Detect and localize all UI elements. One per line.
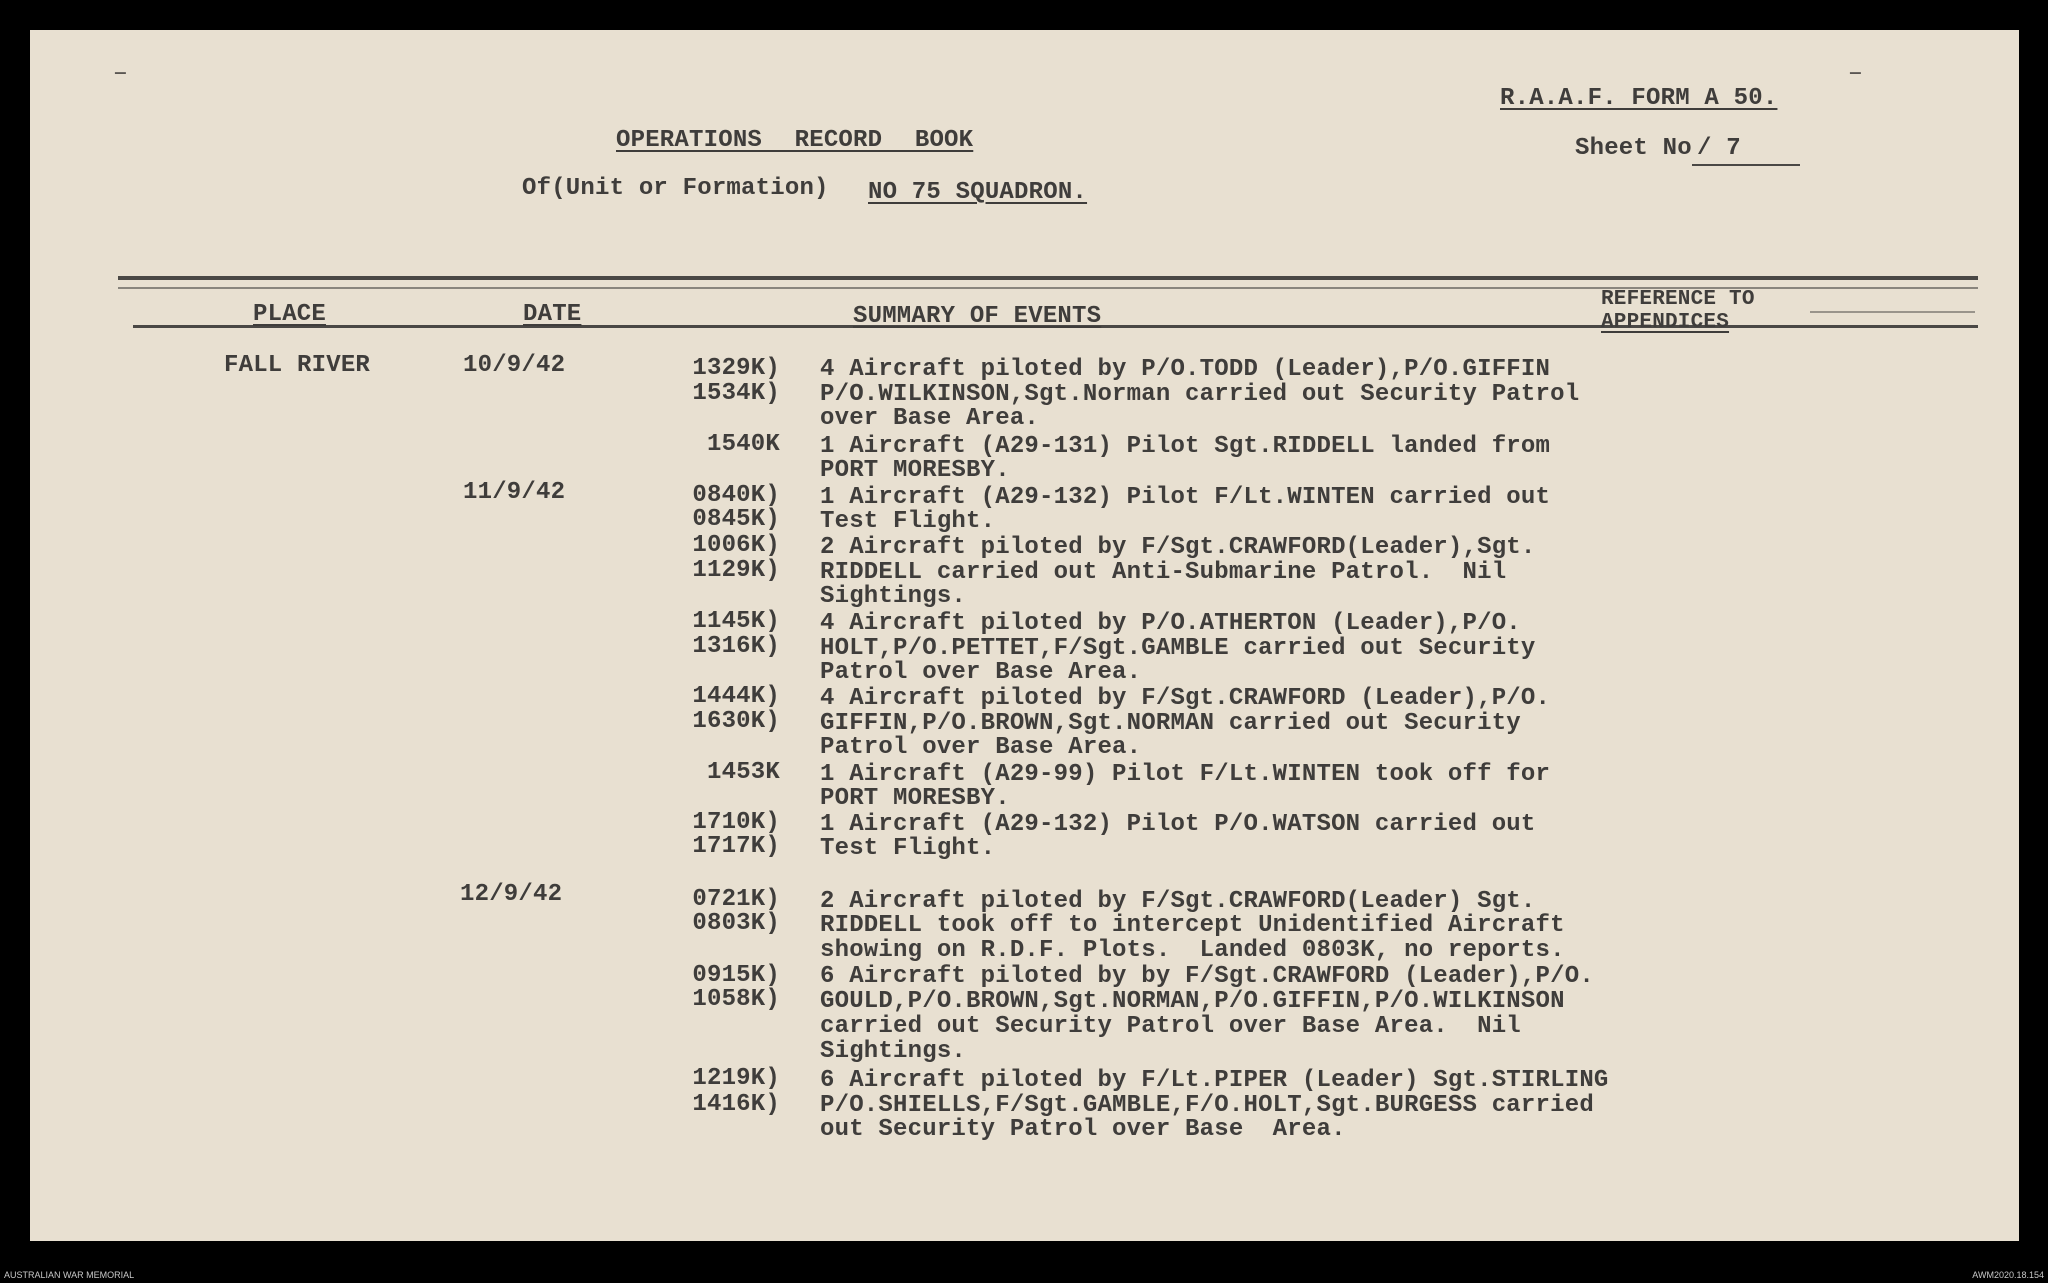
summary-line: 1 Aircraft (A29-131) Pilot Sgt.RIDDELL landed from: [820, 433, 1551, 460]
form-id: R.A.A.F. FORM A 50.: [1500, 85, 1778, 112]
summary-line: 6 Aircraft piloted by F/Lt.PIPER (Leader) Sgt.STIRLING: [820, 1067, 1609, 1094]
sheet-label: Sheet No: [1575, 135, 1692, 162]
time-cell: 1416K): [692, 1091, 780, 1118]
document-title: OPERATIONS RECORD BOOK: [616, 127, 974, 154]
time-cell: 1630K): [692, 708, 780, 735]
time-cell: 0915K): [692, 962, 780, 989]
table-top-rule: [118, 276, 1978, 280]
summary-line: over Base Area.: [820, 405, 1040, 432]
time-cell: 1717K): [692, 833, 780, 860]
summary-line: Sightings.: [820, 1038, 967, 1065]
summary-line: 6 Aircraft piloted by by F/Sgt.CRAWFORD (Leader),P/O.: [820, 963, 1594, 990]
time-cell: 1145K): [692, 608, 780, 635]
column-header-summary: SUMMARY OF EVENTS: [853, 303, 1102, 330]
summary-line: Sightings.: [820, 583, 967, 610]
sheet-number-underline: [1692, 164, 1800, 166]
summary-line: GOULD,P/O.BROWN,Sgt.NORMAN,P/O.GIFFIN,P/O.WILKINSON: [820, 988, 1565, 1015]
summary-line: Test Flight.: [820, 508, 996, 535]
unit-label: Of(Unit or Formation): [522, 175, 829, 202]
column-header-date: DATE: [523, 301, 582, 328]
summary-line: carried out Security Patrol over Base Area. Nil: [820, 1013, 1521, 1040]
summary-line: Test Flight.: [820, 835, 996, 862]
summary-line: 2 Aircraft piloted by F/Sgt.CRAWFORD(Leader) Sgt.: [820, 888, 1536, 915]
column-header-place: PLACE: [253, 301, 327, 328]
punch-mark-left: —: [115, 64, 126, 84]
time-cell: 1540K: [706, 431, 780, 458]
summary-line: 2 Aircraft piloted by F/Sgt.CRAWFORD(Leader),Sgt.: [820, 534, 1536, 561]
time-cell: 1006K): [692, 532, 780, 559]
summary-line: HOLT,P/O.PETTET,F/Sgt.GAMBLE carried out Security: [820, 635, 1536, 662]
column-header-appendices: APPENDICES: [1601, 311, 1730, 334]
summary-line: out Security Patrol over Base Area.: [820, 1116, 1346, 1143]
summary-line: 4 Aircraft piloted by P/O.ATHERTON (Leader),P/O.: [820, 610, 1521, 637]
time-cell: 0721K): [692, 886, 780, 913]
time-cell: 1129K): [692, 557, 780, 584]
punch-mark-right: —: [1850, 64, 1861, 84]
time-cell: 1534K): [692, 380, 780, 407]
archive-credit: AUSTRALIAN WAR MEMORIAL: [4, 1270, 135, 1280]
summary-line: RIDDELL took off to intercept Unidentified Aircraft: [820, 912, 1565, 939]
time-cell: 1710K): [692, 809, 780, 836]
column-header-reference: REFERENCE TO: [1601, 288, 1755, 311]
date-cell: 10/9/42: [463, 352, 566, 379]
place-cell: FALL RIVER: [224, 352, 371, 379]
table-header-rule-2: [1810, 311, 1975, 313]
time-cell: 1316K): [692, 633, 780, 660]
time-cell: 0845K): [692, 506, 780, 533]
time-cell: 0803K): [692, 910, 780, 937]
summary-line: 1 Aircraft (A29-99) Pilot F/Lt.WINTEN took off for: [820, 761, 1551, 788]
catalogue-number: AWM2020.18.154: [1972, 1270, 2044, 1280]
summary-line: 1 Aircraft (A29-132) Pilot P/O.WATSON carried out: [820, 811, 1536, 838]
time-cell: 1219K): [692, 1065, 780, 1092]
summary-line: PORT MORESBY.: [820, 457, 1010, 484]
summary-line: showing on R.D.F. Plots. Landed 0803K, no reports.: [820, 937, 1565, 964]
date-cell: 12/9/42: [460, 881, 563, 908]
summary-line: PORT MORESBY.: [820, 785, 1010, 812]
date-cell: 11/9/42: [463, 479, 566, 506]
summary-line: GIFFIN,P/O.BROWN,Sgt.NORMAN carried out Security: [820, 710, 1521, 737]
sheet-number: / 7: [1697, 135, 1741, 162]
time-cell: 0840K): [692, 482, 780, 509]
time-cell: 1444K): [692, 683, 780, 710]
summary-line: 1 Aircraft (A29-132) Pilot F/Lt.WINTEN carried out: [820, 484, 1551, 511]
time-cell: 1453K: [706, 759, 780, 786]
unit-name: NO 75 SQUADRON.: [868, 179, 1088, 206]
summary-line: RIDDELL carried out Anti-Submarine Patrol. Nil: [820, 559, 1507, 586]
time-cell: 1329K): [692, 355, 780, 382]
summary-line: 4 Aircraft piloted by P/O.TODD (Leader),P/O.GIFFIN: [820, 356, 1551, 383]
summary-line: Patrol over Base Area.: [820, 659, 1142, 686]
time-cell: 1058K): [692, 986, 780, 1013]
summary-line: 4 Aircraft piloted by F/Sgt.CRAWFORD (Leader),P/O.: [820, 685, 1551, 712]
summary-line: Patrol over Base Area.: [820, 734, 1142, 761]
summary-line: P/O.WILKINSON,Sgt.Norman carried out Security Patrol: [820, 381, 1580, 408]
summary-line: P/O.SHIELLS,F/Sgt.GAMBLE,F/O.HOLT,Sgt.BURGESS carried: [820, 1092, 1594, 1119]
